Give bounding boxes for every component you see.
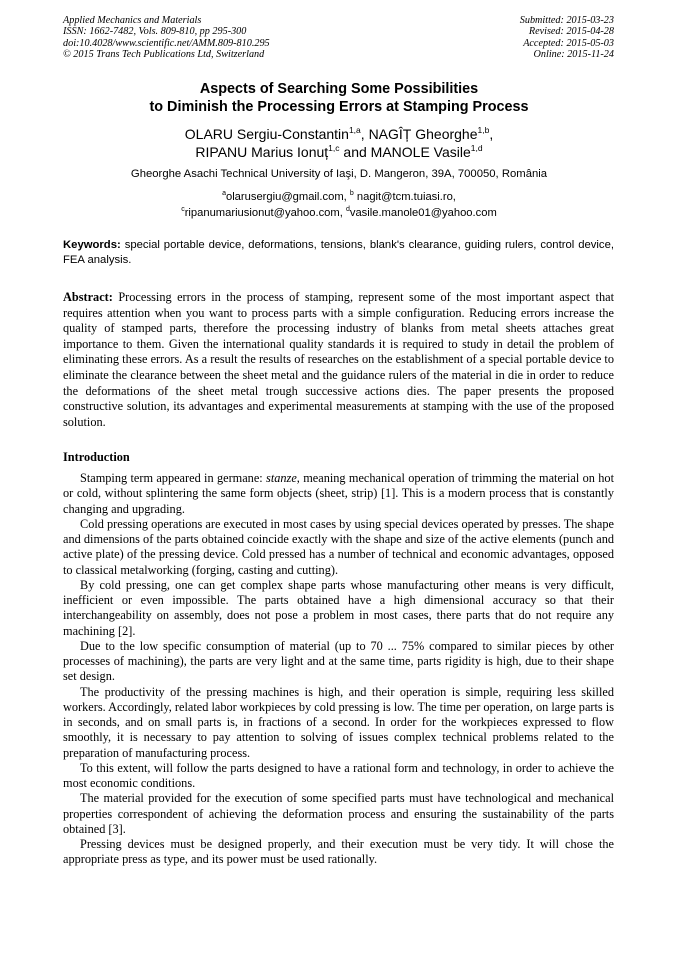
- abstract-text: Processing errors in the process of stamping, represent some of the most important aspect that requires attention when you want to process parts with a simple configuration. Reducing errors increase the quality of stamped parts, therefore the processing industry of blanks from metal sheets attaches great importance to them. Given the international quality standards it is required to study in detail the problem of eliminating these errors. As a result the results of researches on the establishment of a special portable device to eliminate the clearance between the sheet metal and the guidance rulers of the material in die in order to reduce the deformations of the sheet metal trough successive actions dies. The paper presents the proposed constructive solution, its advantages and experimental measurements at stamping with the use of the proposed solution.: [63, 290, 614, 429]
- title-line-2: to Diminish the Processing Errors at Stamping Process: [149, 99, 529, 115]
- copyright-line: © 2015 Trans Tech Publications Ltd, Switzerland: [63, 49, 265, 61]
- keywords-text: special portable device, deformations, tensions, blank's clearance, guiding rulers, control device, FEA analysis.: [63, 239, 614, 266]
- abstract-section: [63, 290, 614, 430]
- paragraph: Cold pressing operations are executed in most cases by using special devices operated by presses. The shape and dimensions of the parts obtained coincide exactly with the shape and size of the active elements (punch and active plate) of the pressing device. Cold pressed has a number of technical and economic advantages, opposed to classical metalworking (forging, casting and cutting).: [63, 516, 614, 577]
- abstract-label: Abstract:: [63, 290, 113, 304]
- author-separator: ,: [360, 126, 369, 142]
- keywords-section: [63, 238, 614, 267]
- doi-line: doi:10.4028/www.scientific.net/AMM.809-810.295: [63, 37, 270, 49]
- paragraph: By cold pressing, one can get complex shape parts whose manufacturing other means is very difficult, inefficient or even impossible. The parts obtained have a high dimensional accuracy so that their interchangeability on assembly, does not pose a problem in most cases, there parts that do not require any machining [2].: [63, 577, 614, 638]
- email-address[interactable]: nagit@tcm.tuiasi.ro,: [353, 191, 456, 203]
- email-address[interactable]: olarusergiu@gmail.com,: [225, 191, 350, 203]
- title-line-1: Aspects of Searching Some Possibilities: [199, 81, 479, 97]
- author-superscript: 1,c: [328, 143, 340, 153]
- paragraph: The material provided for the execution of some specified parts must have technological and mechanical properties correspondent of achieving the deformation process and ensuring the sustainability of the parts obtained [3].: [63, 791, 614, 836]
- paper-title: [0, 80, 678, 116]
- author-separator: and: [339, 144, 371, 160]
- paragraph: Due to the low specific consumption of material (up to 70 ... 75% compared to similar pieces by other processes of machining), the parts are very light and at the same time, parts rigidity is high, due to their shape set design.: [63, 638, 614, 684]
- journal-name: Applied Mechanics and Materials: [63, 15, 202, 26]
- paragraph-text: , meaning mechanical operation of trimming the material on hot or cold, without splintering the same form objects (sheet, strip) [1]. This is a modern process that is constantly changing and upgrading.: [63, 471, 614, 516]
- author-superscript: 1,b: [477, 125, 490, 135]
- affiliation: Gheorghe Asachi Technical University of Iaşi, D. Mangeron, 39A, 700050, România: [130, 168, 548, 180]
- email-superscript: a: [222, 190, 226, 197]
- submitted-date: Submitted: 2015-03-23: [519, 15, 614, 26]
- email-superscript: b: [349, 190, 354, 197]
- email-superscript: c: [181, 205, 185, 213]
- author-list: [0, 125, 678, 161]
- email-address[interactable]: vasile.manole01@yahoo.com: [349, 206, 497, 219]
- issn-line: ISSN: 1662-7482, Vols. 809-810, pp 295-300: [63, 26, 247, 38]
- paragraph: Pressing devices must be designed properly, and their execution must be very tidy. It will chose the appropriate press as type, and its power must be used rationally.: [63, 837, 614, 867]
- author-name: OLARU Sergiu-Constantin: [184, 126, 349, 142]
- keywords-label: Keywords:: [63, 239, 121, 251]
- introduction-body: [63, 471, 614, 868]
- accepted-date: Accepted: 2015-05-03: [523, 37, 614, 49]
- author-emails: [0, 190, 678, 221]
- author-line-2: [0, 143, 678, 161]
- paragraph-text: Stamping term appeared in germane:: [80, 471, 267, 485]
- author-superscript: 1,a: [348, 125, 361, 135]
- author-separator: ,: [489, 126, 494, 142]
- email-line-2: [0, 206, 678, 222]
- italic-term: stanze: [266, 471, 297, 485]
- author-name: NAGÎȚ Gheorghe: [368, 126, 478, 142]
- email-address[interactable]: ripanumariusionut@yahoo.com,: [184, 206, 346, 219]
- email-superscript: d: [345, 205, 350, 213]
- journal-header-left: [63, 15, 270, 61]
- revised-date: Revised: 2015-04-28: [528, 26, 614, 38]
- author-name: MANOLE Vasile: [370, 144, 471, 160]
- author-superscript: 1,d: [470, 143, 483, 153]
- paragraph: The productivity of the pressing machines is high, and their operation is simple, requiring less skilled workers. Accordingly, related labor workpieces by cold pressing is low. The time per operation, on large parts is in seconds, and on small parts is, in fractions of a second. In order for the workpieces expressed to flow smoothly, it is necessary to pay attention to solving of issues complex technical problems related to the preparation of manufacturing process.: [63, 684, 614, 760]
- paragraph: To this extent, will follow the parts designed to have a rational form and technology, in order to achieve the most economic conditions.: [63, 760, 614, 790]
- online-date: Online: 2015-11-24: [533, 49, 614, 61]
- paragraph: [63, 471, 614, 517]
- journal-header-right: [520, 15, 614, 61]
- author-line-1: [0, 125, 678, 143]
- email-line-1: [0, 190, 678, 206]
- section-heading: Introduction: [63, 450, 130, 464]
- author-name: RIPANU Marius Ionuț: [195, 144, 329, 160]
